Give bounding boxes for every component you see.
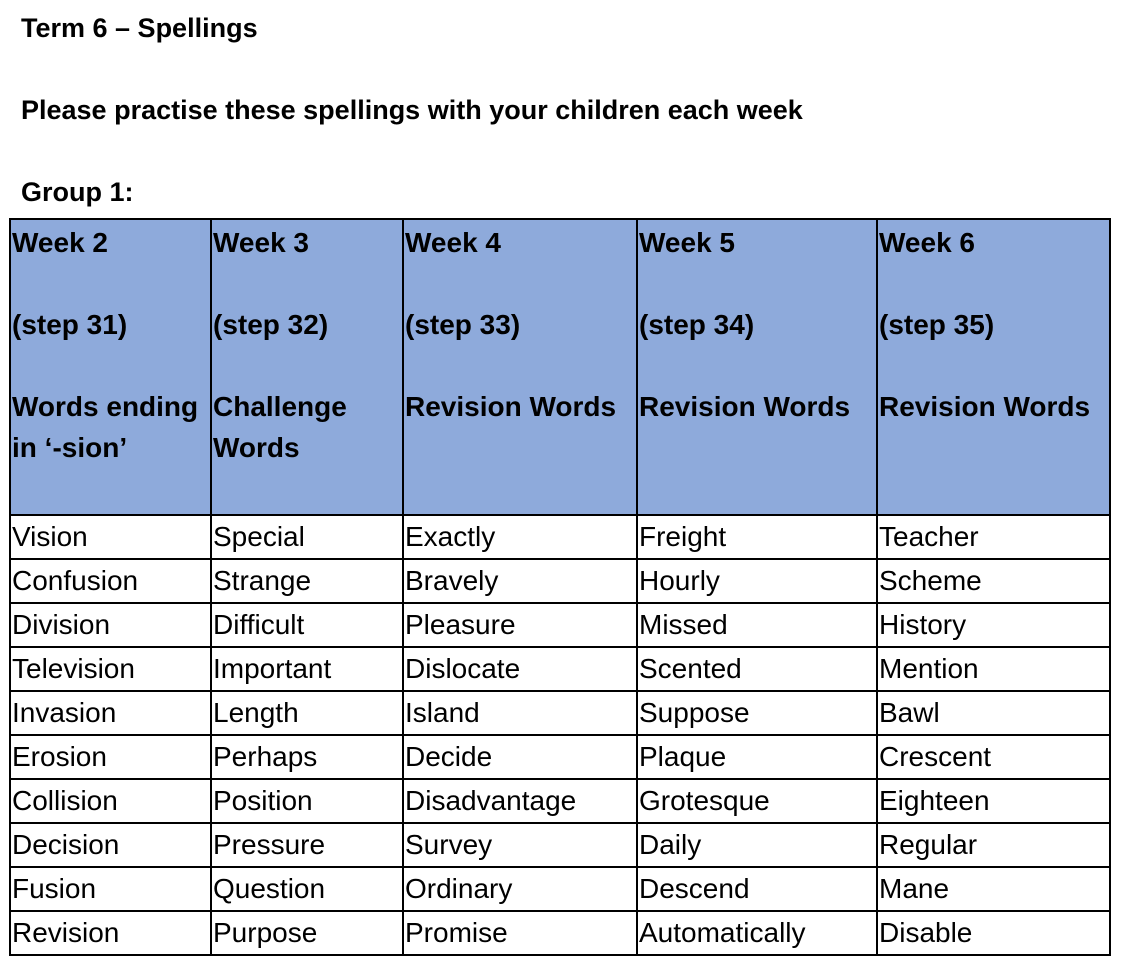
table-row: [10, 779, 1110, 823]
spelling-word-cell: Disable: [877, 911, 1110, 955]
spelling-word-cell: Regular: [877, 823, 1110, 867]
table-row: [10, 559, 1110, 603]
spelling-word-cell: Missed: [637, 603, 877, 647]
spelling-word-cell: Eighteen: [877, 779, 1110, 823]
table-row: [10, 515, 1110, 559]
spelling-word-cell: Revision: [10, 911, 211, 955]
table-row: [10, 867, 1110, 911]
spelling-word-cell: Freight: [637, 515, 877, 559]
spelling-table-body: [10, 515, 1110, 955]
spelling-word-cell: Automatically: [637, 911, 877, 955]
table-row: [10, 911, 1110, 955]
week-label: Week 6: [879, 227, 975, 258]
table-row: [10, 735, 1110, 779]
week-label: Week 4: [405, 227, 501, 258]
spelling-word-cell: Descend: [637, 867, 877, 911]
spelling-word-cell: Ordinary: [403, 867, 637, 911]
spelling-word-cell: Erosion: [10, 735, 211, 779]
instruction-text: Please practise these spellings with your children each week: [21, 95, 803, 125]
group-label: Group 1:: [21, 177, 134, 207]
spelling-word-cell: Vision: [10, 515, 211, 559]
spelling-table-header: [10, 219, 1110, 515]
spelling-word-cell: Perhaps: [211, 735, 403, 779]
spelling-word-cell: Difficult: [211, 603, 403, 647]
week-label: Week 3: [213, 227, 309, 258]
spelling-word-cell: Plaque: [637, 735, 877, 779]
table-row: [10, 823, 1110, 867]
spelling-word-cell: Scented: [637, 647, 877, 691]
spelling-word-cell: Survey: [403, 823, 637, 867]
spelling-word-cell: Decide: [403, 735, 637, 779]
spelling-word-cell: Promise: [403, 911, 637, 955]
week-label: Week 2: [12, 227, 108, 258]
spelling-word-cell: Special: [211, 515, 403, 559]
category-label: Challenge Words: [213, 391, 347, 463]
spelling-word-cell: Pressure: [211, 823, 403, 867]
spelling-word-cell: Crescent: [877, 735, 1110, 779]
spelling-word-cell: Confusion: [10, 559, 211, 603]
spelling-word-cell: Mention: [877, 647, 1110, 691]
spelling-word-cell: Length: [211, 691, 403, 735]
spelling-word-cell: Scheme: [877, 559, 1110, 603]
table-row: [10, 603, 1110, 647]
spelling-word-cell: Disadvantage: [403, 779, 637, 823]
spelling-word-cell: Hourly: [637, 559, 877, 603]
step-label: (step 31): [12, 309, 128, 340]
spelling-word-cell: Pleasure: [403, 603, 637, 647]
spelling-word-cell: Mane: [877, 867, 1110, 911]
spelling-word-cell: Dislocate: [403, 647, 637, 691]
spelling-word-cell: Question: [211, 867, 403, 911]
table-row: [10, 691, 1110, 735]
spelling-word-cell: Purpose: [211, 911, 403, 955]
spelling-word-cell: Decision: [10, 823, 211, 867]
header-week-6: [877, 219, 1110, 515]
spelling-table: [9, 218, 1111, 956]
spelling-word-cell: Division: [10, 603, 211, 647]
header-week-4: [403, 219, 637, 515]
header-row: [10, 219, 1110, 515]
spelling-word-cell: Exactly: [403, 515, 637, 559]
category-label: Words ending in ‘-sion’: [12, 391, 199, 463]
spelling-word-cell: Bawl: [877, 691, 1110, 735]
header-week-2: [10, 219, 211, 515]
category-label: Revision Words: [405, 391, 617, 422]
week-label: Week 5: [639, 227, 735, 258]
spelling-word-cell: Island: [403, 691, 637, 735]
header-week-3: [211, 219, 403, 515]
category-label: Revision Words: [639, 391, 851, 422]
spelling-word-cell: Teacher: [877, 515, 1110, 559]
spelling-word-cell: Important: [211, 647, 403, 691]
table-row: [10, 647, 1110, 691]
spelling-word-cell: Bravely: [403, 559, 637, 603]
spelling-word-cell: History: [877, 603, 1110, 647]
spelling-word-cell: Suppose: [637, 691, 877, 735]
spelling-word-cell: Invasion: [10, 691, 211, 735]
spelling-word-cell: Grotesque: [637, 779, 877, 823]
step-label: (step 32): [213, 309, 329, 340]
page-title: Term 6 – Spellings: [21, 13, 258, 43]
category-label: Revision Words: [879, 391, 1091, 422]
header-week-5: [637, 219, 877, 515]
spelling-word-cell: Daily: [637, 823, 877, 867]
step-label: (step 35): [879, 309, 995, 340]
spelling-word-cell: Television: [10, 647, 211, 691]
spelling-word-cell: Position: [211, 779, 403, 823]
step-label: (step 34): [639, 309, 755, 340]
spelling-word-cell: Strange: [211, 559, 403, 603]
step-label: (step 33): [405, 309, 521, 340]
spelling-word-cell: Collision: [10, 779, 211, 823]
spelling-word-cell: Fusion: [10, 867, 211, 911]
